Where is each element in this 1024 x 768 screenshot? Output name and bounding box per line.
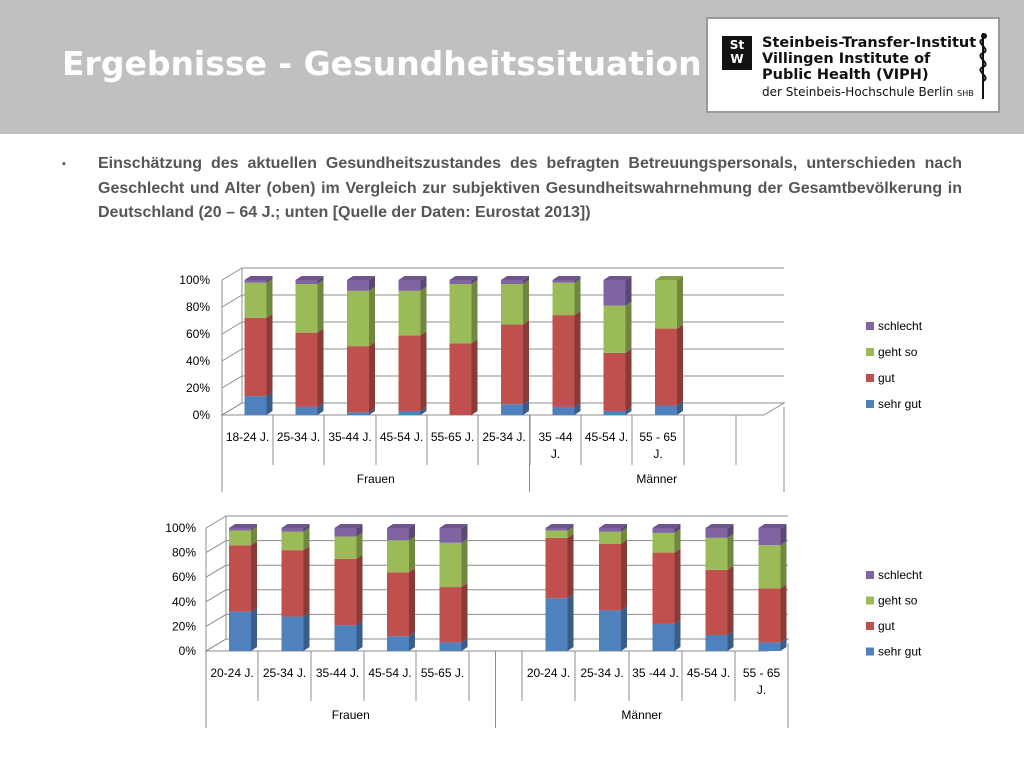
bar-segment-gut bbox=[706, 570, 728, 635]
legend-swatch bbox=[866, 622, 874, 630]
y-tick-label: 80% bbox=[185, 300, 210, 314]
bar-side bbox=[568, 594, 574, 651]
legend-label: geht so bbox=[878, 345, 918, 359]
bar-segment-geht-so bbox=[546, 530, 568, 537]
bar-segment-geht-so bbox=[759, 545, 781, 588]
category-label: J. bbox=[550, 447, 561, 461]
bar-side bbox=[675, 620, 681, 651]
logo-line-1: Steinbeis-Transfer-Institut bbox=[762, 35, 977, 51]
bar-segment-geht-so bbox=[599, 532, 621, 544]
bar-segment-schlecht bbox=[599, 528, 621, 532]
category-label: 45-54 J. bbox=[584, 430, 629, 444]
legend-label: sehr gut bbox=[878, 397, 922, 411]
gridline-side bbox=[206, 614, 226, 626]
y-tick-label: 0% bbox=[178, 644, 196, 658]
bar-segment-schlecht bbox=[335, 528, 357, 537]
y-tick-label: 60% bbox=[185, 327, 210, 341]
y-tick-label: 40% bbox=[185, 354, 210, 368]
gridline-side bbox=[206, 565, 226, 577]
bar-segment-sehr-gut bbox=[599, 610, 621, 651]
bar-segment-gut bbox=[546, 538, 568, 598]
category-label: 25-34 J. bbox=[262, 666, 307, 680]
bar-segment-gut bbox=[653, 553, 675, 624]
category-label: 45-54 J. bbox=[686, 666, 731, 680]
group-label: Frauen bbox=[331, 708, 370, 722]
category-label: 45-54 J. bbox=[368, 666, 412, 680]
category-label: 25-34 J. bbox=[276, 430, 321, 444]
group-label: Männer bbox=[621, 708, 663, 722]
y-tick-label: 0% bbox=[192, 408, 210, 422]
bar-side bbox=[462, 539, 468, 587]
bar-segment-sehr-gut bbox=[229, 612, 251, 651]
group-label: Frauen bbox=[356, 472, 395, 486]
bar-side bbox=[675, 549, 681, 624]
y-tick-label: 20% bbox=[171, 619, 196, 634]
bar-segment-gut bbox=[440, 587, 462, 642]
category-label: 35 -44 J. bbox=[632, 666, 679, 680]
bar-side bbox=[251, 608, 257, 651]
category-label: J. bbox=[756, 683, 767, 697]
bar-side bbox=[357, 555, 363, 625]
body-text: Einschätzung des aktuellen Gesundheitszustandes des befragten Betreuungspersonals, unterschieden nach Geschlecht und Alter (oben) im Vergleich zur subjektiven Gesundheitswahrnehmung der Gesamtbevölkerung in Deutschland (20 – 64 J.; unten [Quelle der Daten: Eurostat 2013]) bbox=[98, 155, 962, 221]
bar-segment-sehr-gut bbox=[440, 642, 462, 651]
bar-side bbox=[304, 546, 310, 616]
category-label: 55-65 J. bbox=[420, 666, 465, 680]
logo-line-2: Villingen Institute of bbox=[762, 51, 931, 67]
y-tick-label: 100% bbox=[179, 273, 210, 287]
category-label: 25-34 J. bbox=[482, 430, 526, 444]
bar-side bbox=[568, 534, 574, 598]
legend-swatch bbox=[866, 597, 874, 605]
bar-segment-sehr-gut bbox=[387, 636, 409, 651]
bar-segment-schlecht bbox=[706, 528, 728, 538]
y-tick-label: 100% bbox=[165, 521, 196, 535]
legend-label: gut bbox=[878, 371, 895, 385]
bar-side bbox=[462, 583, 468, 642]
bar-side bbox=[728, 534, 734, 570]
bar-segment-gut bbox=[282, 550, 304, 616]
bar-segment-gut bbox=[229, 545, 251, 611]
bar-segment-geht-so bbox=[387, 540, 409, 572]
bar-side bbox=[781, 584, 787, 642]
y-tick-label: 60% bbox=[171, 570, 196, 585]
category-label: 18-24 J. bbox=[225, 430, 270, 444]
bar-side bbox=[621, 540, 627, 610]
bullet-marker: ▪ bbox=[62, 158, 66, 170]
bar-segment-geht-so bbox=[282, 532, 304, 550]
category-label: 20-24 J. bbox=[210, 666, 254, 680]
gridline-side bbox=[206, 516, 226, 528]
bar-side bbox=[621, 606, 627, 651]
bar-side bbox=[251, 541, 257, 611]
category-label: 35-44 J. bbox=[315, 666, 360, 680]
bar-segment-gut bbox=[599, 544, 621, 610]
bar-segment-schlecht bbox=[440, 528, 462, 543]
category-label: J. bbox=[653, 447, 663, 461]
bar-side bbox=[357, 621, 363, 651]
bar-segment-geht-so bbox=[440, 543, 462, 587]
bar-segment-geht-so bbox=[706, 538, 728, 570]
bar-segment-geht-so bbox=[335, 537, 357, 559]
category-label: 55-65 J. bbox=[430, 430, 475, 444]
legend-swatch bbox=[866, 648, 874, 656]
bar-segment-sehr-gut bbox=[546, 598, 568, 651]
bar-segment-schlecht bbox=[546, 528, 568, 530]
category-label: 20-24 J. bbox=[526, 666, 571, 680]
page-title: Ergebnisse - Gesundheitssituation bbox=[62, 44, 702, 83]
bar-side bbox=[409, 536, 415, 572]
category-label: 55 - 65 bbox=[639, 430, 677, 444]
category-label: 35-44 J. bbox=[328, 430, 372, 444]
bar-segment-geht-so bbox=[229, 530, 251, 545]
legend-label: sehr gut bbox=[878, 644, 922, 659]
legend-label: geht so bbox=[878, 593, 918, 608]
legend-label: schlecht bbox=[878, 568, 923, 582]
legend-swatch bbox=[866, 571, 874, 579]
logo-mark: St W bbox=[722, 36, 752, 70]
bar-segment-schlecht bbox=[759, 528, 781, 545]
bar-segment-schlecht bbox=[229, 528, 251, 530]
y-tick-label: 40% bbox=[171, 594, 196, 609]
bar-segment-gut bbox=[759, 588, 781, 642]
bar-side bbox=[409, 568, 415, 636]
logo-line-3: Public Health (VIPH) bbox=[762, 67, 929, 83]
category-label: 35 -44 bbox=[538, 430, 573, 444]
bar-segment-sehr-gut bbox=[759, 642, 781, 651]
category-label: 45-54 J. bbox=[379, 430, 424, 444]
bar-segment-geht-so bbox=[653, 533, 675, 553]
legend-label: gut bbox=[878, 619, 895, 633]
logo-line-4-text: der Steinbeis-Hochschule Berlin bbox=[762, 85, 954, 99]
bar-segment-sehr-gut bbox=[282, 617, 304, 651]
bar-segment-schlecht bbox=[282, 528, 304, 532]
category-label: 25-34 J. bbox=[580, 666, 624, 680]
bar-segment-gut bbox=[387, 572, 409, 636]
bar-segment-sehr-gut bbox=[335, 625, 357, 651]
bar-segment-schlecht bbox=[653, 528, 675, 533]
logo-line-4-suffix: SHB bbox=[957, 89, 974, 98]
category-label: 55 - 65 bbox=[742, 666, 781, 680]
y-tick-label: 80% bbox=[171, 545, 196, 560]
bar-side bbox=[675, 529, 681, 553]
bar-segment-sehr-gut bbox=[706, 635, 728, 651]
legend-label: schlecht bbox=[878, 319, 923, 333]
bar-segment-gut bbox=[335, 559, 357, 625]
bar-segment-sehr-gut bbox=[653, 624, 675, 651]
gridline-side bbox=[206, 541, 226, 553]
group-label: Männer bbox=[636, 472, 678, 486]
bar-side bbox=[357, 533, 363, 559]
bar-side bbox=[304, 613, 310, 651]
y-tick-label: 20% bbox=[185, 381, 210, 395]
gridline-side bbox=[206, 590, 226, 602]
bar-segment-schlecht bbox=[387, 528, 409, 540]
bar-side bbox=[728, 566, 734, 635]
bar-side bbox=[781, 541, 787, 588]
